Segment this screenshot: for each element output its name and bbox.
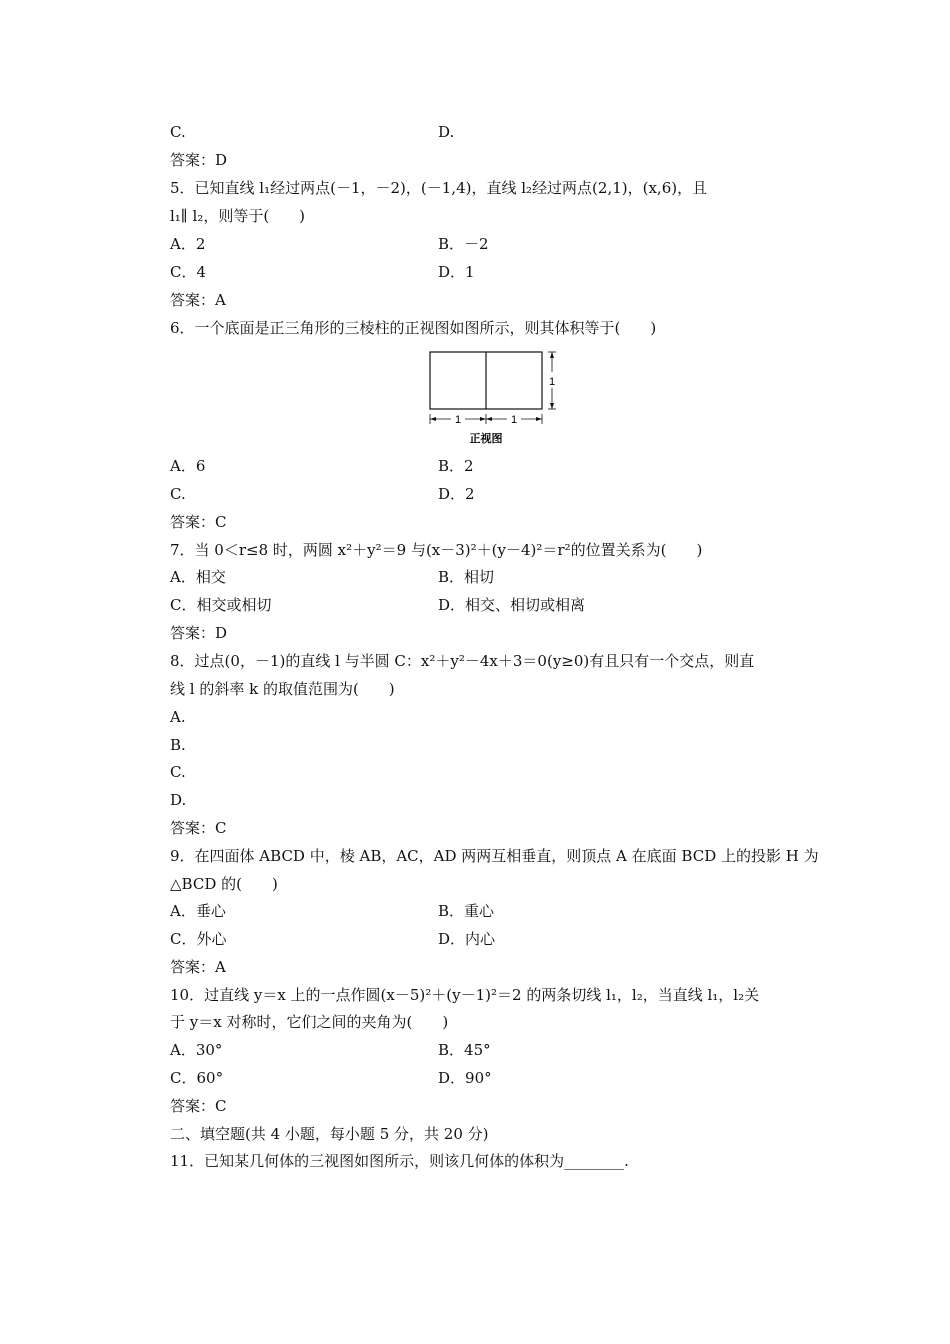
q9-option-a: A．垂心 [170,902,226,920]
question-11: 11．已知某几何体的三视图如图所示，则该几何体的体积为________. [170,1152,629,1170]
question-5-cont: l₁∥ l₂，则等于( ) [170,207,306,225]
right-width-label: 1 [510,414,518,426]
q5-option-c: C．4 [170,263,207,281]
answer-8: 答案：C [170,819,227,837]
answer-9: 答案：A [170,958,226,976]
option-c: C. [170,123,186,141]
q9-option-b: B．重心 [438,902,495,920]
question-8-cont: 线 l 的斜率 k 的取值范围为( ) [170,680,395,698]
answer-6: 答案：C [170,513,227,531]
q10-option-a: A．30° [170,1041,223,1059]
q6-option-b: B．2 [438,457,474,475]
answer-7: 答案：D [170,624,228,642]
q10-option-b: B．45° [438,1041,491,1059]
question-8: 8．过点(0，－1)的直线 l 与半圆 C：x²＋y²－4x＋3＝0(y≥0)有且只有一个交点，则直 [170,652,755,670]
q6-option-c: C. [170,485,186,503]
q7-option-b: B．相切 [438,568,495,586]
question-10: 10．过直线 y＝x 上的一点作圆(x－5)²＋(y－1)²＝2 的两条切线 l₁，l₂，当直线 l₁，l₂关 [170,986,760,1004]
question-9: 9．在四面体 ABCD 中，棱 AB，AC，AD 两两互相垂直，则顶点 A 在底面 BCD 上的投影 H 为 [170,847,819,865]
left-width-label: 1 [454,414,462,426]
q7-option-a: A．相交 [170,568,226,586]
q7-option-c: C．相交或相切 [170,596,272,614]
answer-5: 答案：A [170,291,226,309]
q9-option-d: D．内心 [438,930,496,948]
front-view-figure [428,348,564,448]
q9-option-c: C．外心 [170,930,227,948]
q8-option-a: A. [170,708,186,726]
answer-10: 答案：C [170,1097,227,1115]
q7-option-d: D．相交、相切或相离 [438,596,586,614]
q8-option-b: B. [170,736,186,754]
question-7: 7．当 0＜r≤8 时，两圆 x²＋y²＝9 与(x－3)²＋(y－4)²＝r²的位置关系为( ) [170,541,703,559]
figure-caption: 正视图 [469,432,503,445]
q10-option-c: C．60° [170,1069,224,1087]
q6-option-d: D．2 [438,485,475,503]
question-9-cont: △BCD 的( ) [170,875,278,893]
q8-option-c: C. [170,763,186,781]
question-5: 5．已知直线 l₁经过两点(－1，－2)，(－1,4)，直线 l₂经过两点(2,1)，(x,6)，且 [170,179,708,197]
section-heading-fill-in: 二、填空题(共 4 小题，每小题 5 分，共 20 分) [170,1125,489,1143]
answer-4: 答案：D [170,151,228,169]
q5-option-b: B．－2 [438,235,489,253]
question-10-cont: 于 y＝x 对称时，它们之间的夹角为( ) [170,1013,449,1031]
q6-option-a: A．6 [170,457,206,475]
question-6: 6．一个底面是正三角形的三棱柱的正视图如图所示，则其体积等于( ) [170,319,657,337]
q5-option-a: A．2 [170,235,206,253]
option-d: D. [438,123,455,141]
q8-option-d: D. [170,791,187,809]
q5-option-d: D．1 [438,263,475,281]
q10-option-d: D．90° [438,1069,492,1087]
height-dimension-label: 1 [548,376,556,388]
